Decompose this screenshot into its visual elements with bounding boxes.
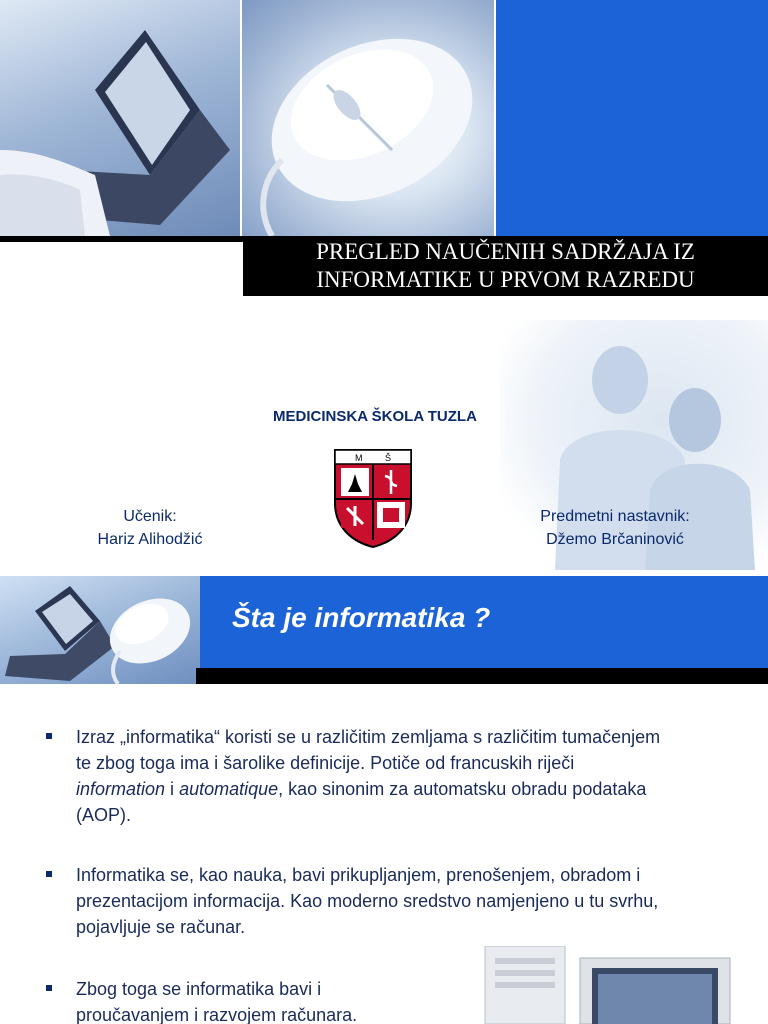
italic-term-automatique: automatique (179, 779, 279, 799)
bullet-marker (46, 985, 52, 991)
content-slide (0, 576, 768, 1024)
desktop-computer-image (440, 946, 768, 1024)
title-line-2: INFORMATIKE U PRVOM RAZREDU (316, 267, 695, 292)
teacher-info (505, 505, 725, 551)
bullet-marker (46, 733, 52, 739)
laptop-mouse-photo (0, 576, 200, 684)
bullet-text-3: Zbog toga se informatika bavi i proučavanjem i razvojem računara. (76, 979, 358, 1024)
blue-header-panel (496, 0, 768, 236)
bullet-text-1: Izraz „informatika“ koristi se u različitim zemljama s različitim tumačenjem te zbog toga ima i šarolike definicije. Potiče od francuskih riječi information i automatique, kao sinonim za automatsku obradu podataka (AOP). (76, 727, 661, 825)
bullet-marker (46, 871, 52, 877)
slide-title (243, 236, 768, 296)
bullet-item-2 (46, 862, 666, 940)
bullet-item-1 (46, 724, 666, 828)
student-info (60, 505, 240, 551)
school-name: MEDICINSKA ŠKOLA TUZLA (273, 408, 477, 425)
student-name: Hariz Alihodžić (97, 531, 203, 548)
banner-underline (196, 668, 768, 684)
laptop-photo (0, 0, 240, 236)
bullet-text-2: Informatika se, kao nauka, bavi prikupljanjem, prenošenjem, obradom i prezentacijom informacija. Kao moderno sredstvo namjenjeno u tu svrhu, pojavljuje se računar. (76, 865, 659, 937)
italic-term-information: information (76, 779, 166, 799)
mouse-photo (242, 0, 494, 236)
crest-letter-m: M (355, 453, 363, 463)
teacher-name: Džemo Brčaninović (546, 531, 684, 548)
school-crest (333, 448, 413, 548)
bullet-item-3 (46, 976, 406, 1024)
crest-letter-s: Š (385, 453, 392, 463)
teacher-label: Predmetni nastavnik: (540, 508, 690, 525)
student-label: Učenik: (123, 508, 177, 525)
slide-title: Šta je informatika ? (232, 602, 491, 633)
title-line-1: PREGLED NAUČENIH SADRŽAJA IZ (316, 239, 695, 264)
